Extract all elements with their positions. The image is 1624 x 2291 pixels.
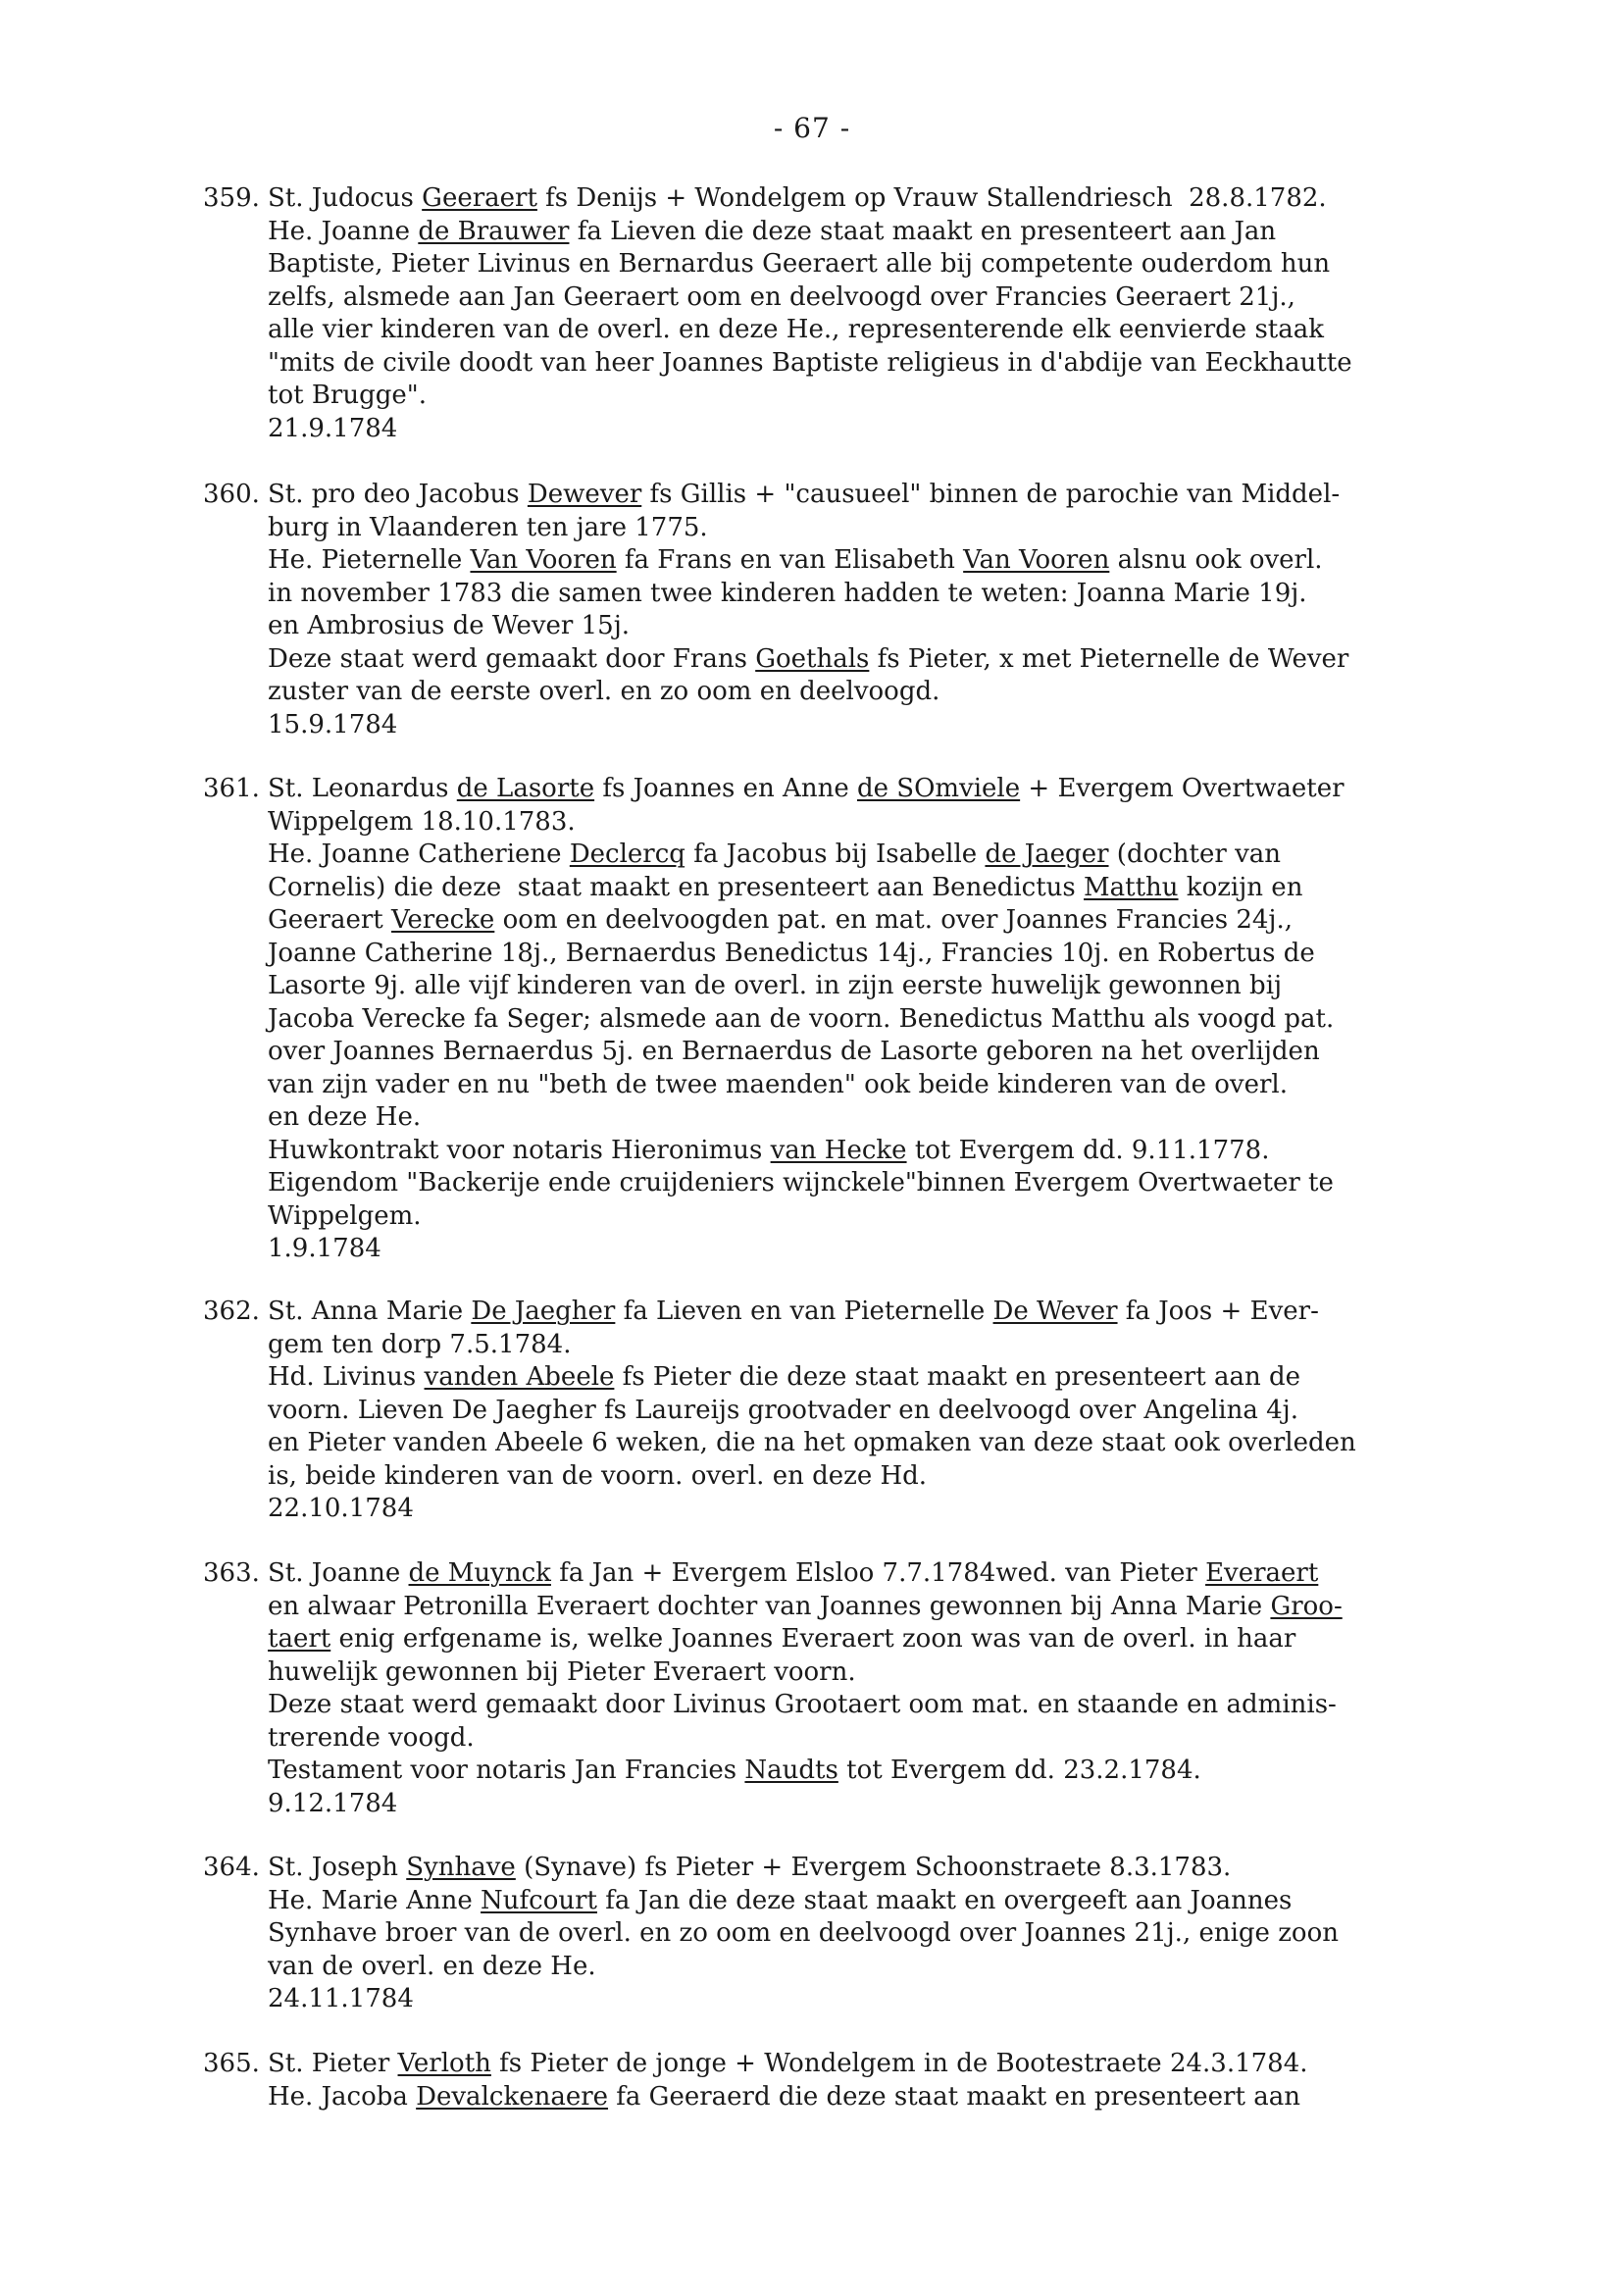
entry-line <box>268 1101 1576 1135</box>
entry-line <box>268 1200 1576 1234</box>
entry-line <box>268 347 1576 381</box>
entry-line <box>268 1493 1576 1526</box>
underlined-surname: Verecke <box>391 905 495 935</box>
text-segment: St. pro deo Jacobus <box>268 480 528 509</box>
text-segment: fa Lieven en van Pieternelle <box>615 1297 993 1326</box>
text-segment: oom en deelvoogden pat. en mat. over Joannes Francies 24j., <box>494 905 1294 935</box>
entry-line <box>268 904 1576 938</box>
underlined-surname: Goethals <box>755 643 870 674</box>
underlined-surname: Devalckenaere <box>416 2081 609 2112</box>
text-segment: 9.12.1784 <box>268 1788 398 1818</box>
entry-line <box>268 1591 1576 1624</box>
entry-line <box>268 676 1576 709</box>
text-segment: gem ten dorp 7.5.1784. <box>268 1329 572 1359</box>
entry-line <box>268 643 1576 677</box>
text-segment: enig erfgename is, welke Joannes Everaert zoon was van de overl. in haar <box>330 1624 1296 1654</box>
underlined-surname: De Wever <box>992 1297 1118 1326</box>
text-segment: 22.10.1784 <box>268 1494 414 1523</box>
underlined-surname: Van Vooren <box>470 545 617 575</box>
text-segment: fs Pieter, x met Pieternelle de Wever <box>869 643 1349 674</box>
text-segment: en alwaar Petronilla Everaert dochter van Joannes gewonnen bij Anna Marie <box>268 1591 1271 1621</box>
entry-line <box>268 1361 1576 1395</box>
entry-line <box>268 1395 1576 1428</box>
entry-line <box>268 578 1576 611</box>
underlined-surname: Van Vooren <box>963 545 1110 575</box>
text-segment: over Joannes Bernaerdus 5j. en Bernaerdus de Lasorte geboren na het overlijden <box>268 1037 1320 1066</box>
text-segment: van de overl. en deze He. <box>268 1951 596 1981</box>
entry-line <box>268 839 1576 872</box>
underlined-surname: taert <box>268 1624 331 1654</box>
text-segment: en deze He. <box>268 1102 422 1132</box>
text-segment: He. Marie Anne <box>268 1885 482 1915</box>
entry-body <box>268 182 1576 445</box>
entry-line <box>268 709 1576 742</box>
entry-line <box>268 1069 1576 1102</box>
text-segment: (dochter van <box>1108 840 1282 869</box>
text-segment: kozijn en <box>1178 872 1303 902</box>
text-segment: is, beide kinderen van de voorn. overl. en deze Hd. <box>268 1460 928 1491</box>
entry-line <box>268 216 1576 249</box>
entry-line <box>268 1951 1576 1984</box>
entry-body <box>268 1557 1576 1820</box>
entry-line <box>268 479 1576 512</box>
text-segment: fs Denijs + Wondelgem op Vrauw Stallendriesch 28.8.1782. <box>536 183 1327 213</box>
entry-body <box>268 773 1576 1266</box>
underlined-surname: Naudts <box>744 1756 838 1785</box>
entry-line <box>268 610 1576 643</box>
text-segment: Joanne Catherine 18j., Bernaerdus Benedictus 14j., Francies 10j. en Robertus de <box>268 938 1315 968</box>
text-segment: en Pieter vanden Abeele 6 weken, die na het opmaken van deze staat ook overleden <box>268 1428 1356 1457</box>
text-segment: fa Joos + Ever- <box>1117 1297 1319 1326</box>
underlined-surname: De Jaegher <box>471 1297 616 1326</box>
text-segment: fs Pieter die deze staat maakt en presenteert aan de <box>614 1362 1300 1392</box>
text-segment: fs Gillis + "causueel" binnen de parochie van Middel- <box>641 480 1341 509</box>
text-segment: Geeraert <box>268 905 392 935</box>
entry-line <box>268 872 1576 905</box>
underlined-surname: Everaert <box>1205 1558 1319 1588</box>
entry-body <box>268 1296 1576 1526</box>
entry-line <box>268 1656 1576 1690</box>
text-segment: He. Jacoba <box>268 2081 417 2112</box>
text-segment: in november 1783 die samen twee kinderen hadden te weten: Joanna Marie 19j. <box>268 578 1307 608</box>
text-segment: fa Jan + Evergem Elsloo 7.7.1784wed. van Pieter <box>550 1558 1206 1588</box>
entry-line <box>268 938 1576 971</box>
entry-line <box>268 2048 1576 2081</box>
underlined-surname: vanden Abeele <box>424 1362 615 1392</box>
underlined-surname: de Brauwer <box>418 216 570 246</box>
entry-line <box>268 1233 1576 1266</box>
text-segment: 15.9.1784 <box>268 709 398 739</box>
text-segment: zuster van de eerste overl. en zo oom en deelvoogd. <box>268 677 940 706</box>
entry-line <box>268 314 1576 347</box>
text-segment: fa Jacobus bij Isabelle <box>685 840 986 869</box>
text-segment: alle vier kinderen van de overl. en deze He., representerende elk eenvierde staak <box>268 315 1325 344</box>
entry-line <box>268 544 1576 578</box>
text-segment: fa Geeraerd die deze staat maakt en presenteert aan <box>608 2081 1300 2112</box>
text-segment: huwelijk gewonnen bij Pieter Everaert voorn. <box>268 1656 856 1687</box>
entry-line <box>268 1755 1576 1788</box>
entry-line <box>268 1003 1576 1037</box>
text-segment: St. Pieter <box>268 2049 398 2078</box>
entry-line <box>268 1460 1576 1494</box>
entry-number: 359. <box>203 183 260 213</box>
text-segment: Hd. Livinus <box>268 1362 425 1392</box>
text-segment: tot Evergem dd. 9.11.1778. <box>906 1135 1270 1165</box>
entry-line <box>268 1036 1576 1069</box>
entry-line <box>268 773 1576 806</box>
text-segment: fs Pieter de jonge + Wondelgem in de Bootestraete 24.3.1784. <box>490 2049 1308 2078</box>
entry-number: 365. <box>203 2049 260 2078</box>
underlined-surname: Declercq <box>569 840 685 869</box>
text-segment: voorn. Lieven De Jaegher fs Laureijs grootvader en deelvoogd over Angelina 4j. <box>268 1395 1298 1425</box>
entry-line <box>268 1917 1576 1951</box>
entry-number: 364. <box>203 1853 260 1882</box>
entry-line <box>268 380 1576 413</box>
text-segment: Deze staat werd gemaakt door Frans <box>268 643 756 674</box>
underlined-surname: de Jaeger <box>985 840 1109 869</box>
text-segment: 21.9.1784 <box>268 413 398 443</box>
text-segment: Deze staat werd gemaakt door Livinus Grootaert oom mat. en staande en adminis- <box>268 1690 1337 1719</box>
entry-number: 361. <box>203 774 260 803</box>
entry-line <box>268 1689 1576 1722</box>
text-segment: Synhave broer van de overl. en zo oom en deelvoogd over Joannes 21j., enige zoon <box>268 1918 1339 1948</box>
text-segment: tot Evergem dd. 23.2.1784. <box>837 1756 1201 1785</box>
entry-body <box>268 479 1576 741</box>
text-segment: fa Jan die deze staat maakt en overgeeft aan Joannes <box>597 1885 1293 1915</box>
text-segment: St. Leonardus <box>268 774 457 803</box>
text-segment: Wippelgem 18.10.1783. <box>268 806 576 837</box>
entry-body <box>268 2048 1576 2113</box>
text-segment: alsnu ook overl. <box>1109 545 1323 575</box>
text-segment: fa Frans en van Elisabeth <box>616 545 964 575</box>
entry-line <box>268 1296 1576 1329</box>
entry-line <box>268 1983 1576 2016</box>
text-segment: St. Judocus <box>268 183 423 213</box>
entry-line <box>268 182 1576 216</box>
text-segment: trerende voogd. <box>268 1722 475 1753</box>
entry-line <box>268 1557 1576 1591</box>
text-segment: (Synave) fs Pieter + Evergem Schoonstraete 8.3.1783. <box>515 1853 1232 1882</box>
text-segment: 24.11.1784 <box>268 1984 414 2013</box>
text-segment: + Evergem Overtwaeter <box>1020 774 1345 803</box>
underlined-surname: Groo- <box>1270 1591 1343 1621</box>
underlined-surname: Dewever <box>527 480 642 509</box>
entry-line <box>268 413 1576 446</box>
text-segment: zelfs, alsmede aan Jan Geeraert oom en deelvoogd over Francies Geeraert 21j., <box>268 281 1295 312</box>
entry-line <box>268 512 1576 545</box>
text-segment: burg in Vlaanderen ten jare 1775. <box>268 512 708 542</box>
text-segment: tot Brugge". <box>268 381 427 410</box>
entry-number: 363. <box>203 1558 260 1588</box>
text-segment: Testament voor notaris Jan Francies <box>268 1756 745 1785</box>
entry-number: 360. <box>203 480 260 509</box>
entry-line <box>268 1788 1576 1821</box>
underlined-surname: Verloth <box>397 2049 491 2078</box>
text-segment: Lasorte 9j. alle vijf kinderen van de overl. in zijn eerste huwelijk gewonnen bij <box>268 971 1283 1000</box>
entry-number: 362. <box>203 1297 260 1326</box>
text-segment: St. Joanne <box>268 1558 409 1588</box>
underlined-surname: Nufcourt <box>481 1885 597 1915</box>
text-segment: He. Pieternelle <box>268 545 471 575</box>
entry-line <box>268 1885 1576 1918</box>
entry-line <box>268 1427 1576 1460</box>
text-segment: "mits de civile doodt van heer Joannes Baptiste religieus in d'abdije van Eeckhautte <box>268 347 1352 378</box>
underlined-surname: van Hecke <box>770 1135 907 1165</box>
text-segment: en Ambrosius de Wever 15j. <box>268 611 631 640</box>
underlined-surname: Matthu <box>1084 872 1179 902</box>
text-segment: fa Lieven die deze staat maakt en presenteert aan Jan <box>569 216 1277 246</box>
page-number: - 67 - <box>773 112 851 144</box>
underlined-surname: de Lasorte <box>456 774 595 803</box>
entry-line <box>268 1135 1576 1168</box>
entry-line <box>268 1852 1576 1885</box>
underlined-surname: Geeraert <box>422 183 537 213</box>
text-segment: Cornelis) die deze staat maakt en presenteert aan Benedictus <box>268 872 1085 902</box>
text-segment: 1.9.1784 <box>268 1234 381 1263</box>
entry-line <box>268 1329 1576 1362</box>
underlined-surname: de Muynck <box>408 1558 551 1588</box>
text-segment: Jacoba Verecke fa Seger; alsmede aan de voorn. Benedictus Matthu als voogd pat. <box>268 1003 1335 1034</box>
underlined-surname: de SOmviele <box>856 774 1021 803</box>
text-segment: Eigendom "Backerije ende cruijdeniers wijnckele"binnen Evergem Overtwaeter te <box>268 1168 1334 1197</box>
text-segment: St. Anna Marie <box>268 1297 472 1326</box>
text-segment: Huwkontrakt voor notaris Hieronimus <box>268 1135 771 1165</box>
text-segment: fs Joannes en Anne <box>594 774 857 803</box>
text-segment: He. Joanne <box>268 216 419 246</box>
entry-line <box>268 1623 1576 1656</box>
entry-line <box>268 1167 1576 1200</box>
underlined-surname: Synhave <box>406 1853 516 1882</box>
entry-line <box>268 2081 1576 2114</box>
text-segment: Baptiste, Pieter Livinus en Bernardus Geeraert alle bij competente ouderdom hun <box>268 249 1331 279</box>
entry-line <box>268 281 1576 315</box>
entry-line <box>268 1722 1576 1756</box>
text-segment: van zijn vader en nu "beth de twee maenden" ook beide kinderen van de overl. <box>268 1069 1288 1099</box>
text-segment: St. Joseph <box>268 1853 407 1882</box>
entry-body <box>268 1852 1576 2016</box>
entry-line <box>268 970 1576 1003</box>
text-segment: Wippelgem. <box>268 1200 422 1231</box>
entry-line <box>268 248 1576 281</box>
text-segment: He. Joanne Catheriene <box>268 840 570 869</box>
entry-line <box>268 806 1576 840</box>
